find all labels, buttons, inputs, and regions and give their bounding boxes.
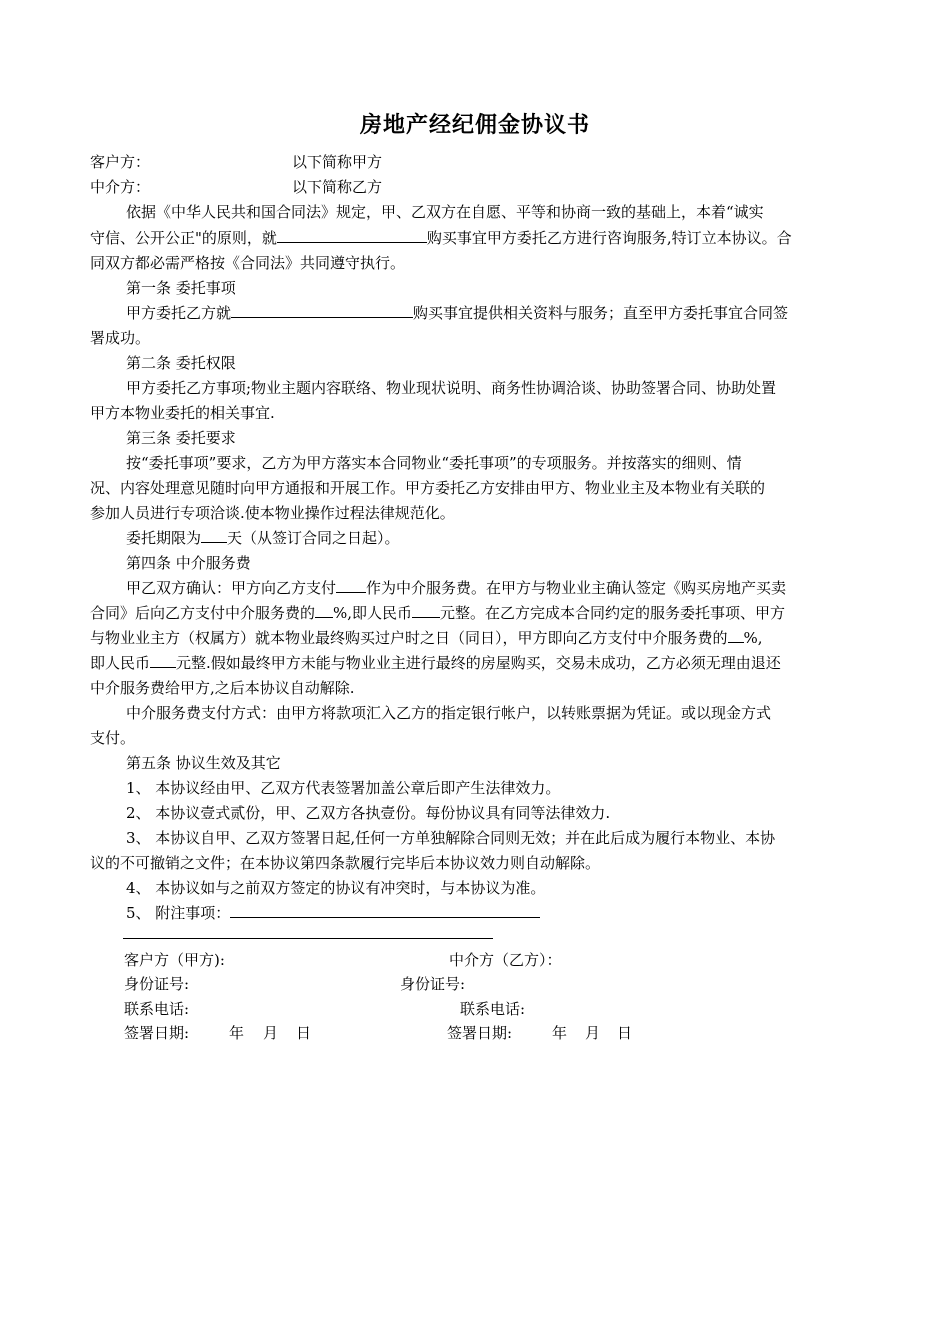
art3-period [126, 528, 860, 548]
intro-line-1: 依据《中华人民共和国合同法》规定，甲、乙双方在自愿、平等和协商一致的基础上，本着“诚实 [126, 203, 764, 221]
client-label: 客户方： [90, 153, 151, 171]
art2-heading: 第二条 委托权限 [126, 354, 236, 372]
art1-line-1b: 购买事宜提供相关资料与服务；直至甲方委托事宜合同签 [413, 304, 789, 322]
art2-line-2: 甲方本物业委托的相关事宜. [90, 404, 275, 422]
intro-line-2b: 购买事宜甲方委托乙方进行咨询服务,特订立本协议。合 [426, 229, 792, 247]
blank-property [277, 228, 427, 243]
sign-client-id: 身份证号: [124, 975, 190, 993]
art4-line-2a: 合同》后向乙方支付中介服务费的 [90, 604, 316, 622]
art5-item-2: 2、 本协议壹式贰份，甲、乙双方各执壹份。每份协议具有同等法律效力. [126, 804, 611, 822]
sign-client-year: 年 [229, 1024, 245, 1042]
art5-item-5-label: 5、 附注事项： [126, 904, 231, 922]
art3-line-2: 况、内容处理意见随时向甲方通报和开展工作。甲方委托乙方安排由甲方、物业业主及本物业有关联的 [90, 479, 766, 497]
sign-agent-id: 身份证号: [400, 975, 466, 993]
sign-client-month: 月 [263, 1024, 279, 1042]
sign-client-label: 客户方（甲方): [124, 951, 225, 969]
document-title: 房地产经纪佣金协议书 [359, 112, 590, 138]
art4-line-2 [90, 603, 860, 623]
blank-rmb-2 [150, 653, 176, 668]
blank-fee-amount [336, 578, 366, 593]
art3-heading: 第三条 委托要求 [126, 429, 236, 447]
sign-client-tel: 联系电话: [124, 1000, 190, 1018]
sign-client-date: 签署日期: [124, 1024, 190, 1042]
intro-line-2 [90, 228, 860, 248]
blank-rmb-1 [412, 603, 440, 618]
art1-line-1a: 甲方委托乙方就 [126, 304, 232, 322]
art4-line-2c: 元整。在乙方完成本合同约定的服务委托事项、甲方 [440, 604, 786, 622]
intro-line-3: 同双方都必需严格按《合同法》共同遵守执行。 [90, 254, 406, 272]
art4-line-1a: 甲乙双方确认：甲方向乙方支付 [126, 579, 337, 597]
art4-line-3a: 与物业业主方（权属方）就本物业最终购买过户时之日（同日），甲方即向乙方支付中介服务费的 [90, 629, 728, 647]
art4-pay-line-1: 中介服务费支付方式：由甲方将款项汇入乙方的指定银行帐户，以转账票据为凭证。或以现金方式 [126, 704, 772, 722]
sign-agent-month: 月 [585, 1024, 601, 1042]
blank-percent-1 [315, 603, 333, 618]
art4-line-5: 中介服务费给甲方,之后本协议自动解除. [90, 679, 355, 697]
art5-item-3b: 议的不可撤销之文件；在本协议第四条款履行完毕后本协议效力则自动解除。 [90, 854, 601, 872]
art4-line-3b: %, [743, 629, 763, 647]
blank-days [201, 528, 227, 543]
art4-line-3 [90, 628, 860, 648]
blank-commission-item [231, 303, 413, 318]
art5-heading: 第五条 协议生效及其它 [126, 754, 281, 772]
sign-agent-label: 中介方（乙方）： [449, 951, 562, 969]
agent-label: 中介方： [90, 178, 151, 196]
sign-agent-tel: 联系电话: [460, 1000, 526, 1018]
client-note: 以下简称甲方 [292, 153, 383, 171]
blank-remarks [230, 903, 540, 918]
art4-line-2b: %,即人民币 [333, 604, 413, 622]
art1-heading: 第一条 委托事项 [126, 279, 236, 297]
art4-line-1 [126, 578, 860, 598]
art1-line-1 [126, 303, 860, 323]
art5-item-5 [126, 903, 860, 923]
sign-agent-date: 签署日期: [447, 1024, 513, 1042]
art5-item-4: 4、 本协议如与之前双方签定的协议有冲突时，与本协议为准。 [126, 879, 546, 897]
art5-item-1: 1、 本协议经由甲、乙双方代表签署加盖公章后即产生法律效力。 [126, 779, 561, 797]
art3-period-a: 委托期限为 [126, 529, 202, 547]
art1-line-2: 署成功。 [90, 329, 151, 347]
art3-line-1: 按“委托事项”要求，乙方为甲方落实本合同物业“委托事项”的专项服务。并按落实的细则、情 [126, 454, 742, 472]
signature-divider [123, 938, 493, 939]
art3-period-b: 天（从签订合同之日起）。 [227, 529, 400, 547]
sign-client-day: 日 [296, 1024, 312, 1042]
art3-line-3: 参加人员进行专项洽谈.使本物业操作过程法律规范化。 [90, 504, 455, 522]
art4-line-4b: 元整.假如最终甲方未能与物业业主进行最终的房屋购买，交易未成功，乙方必须无理由退还 [176, 654, 781, 672]
art4-line-4a: 即人民币 [90, 654, 151, 672]
art4-heading: 第四条 中介服务费 [126, 554, 251, 572]
sign-agent-year: 年 [552, 1024, 568, 1042]
intro-line-2a: 守信、公开公正"的原则，就 [90, 229, 277, 247]
art4-line-1b: 作为中介服务费。在甲方与物业业主确认签定《购买房地产买卖 [366, 579, 787, 597]
art2-line-1: 甲方委托乙方事项;物业主题内容联络、物业现状说明、商务性协调洽谈、协助签署合同、协助处置 [126, 379, 777, 397]
blank-percent-2 [728, 628, 744, 643]
art4-line-4 [90, 653, 860, 673]
sign-agent-day: 日 [617, 1024, 633, 1042]
agent-note: 以下简称乙方 [292, 178, 383, 196]
art4-pay-line-2: 支付。 [90, 729, 136, 747]
art5-item-3a: 3、 本协议自甲、乙双方签署日起,任何一方单独解除合同则无效；并在此后成为履行本物业、本协 [126, 829, 776, 847]
